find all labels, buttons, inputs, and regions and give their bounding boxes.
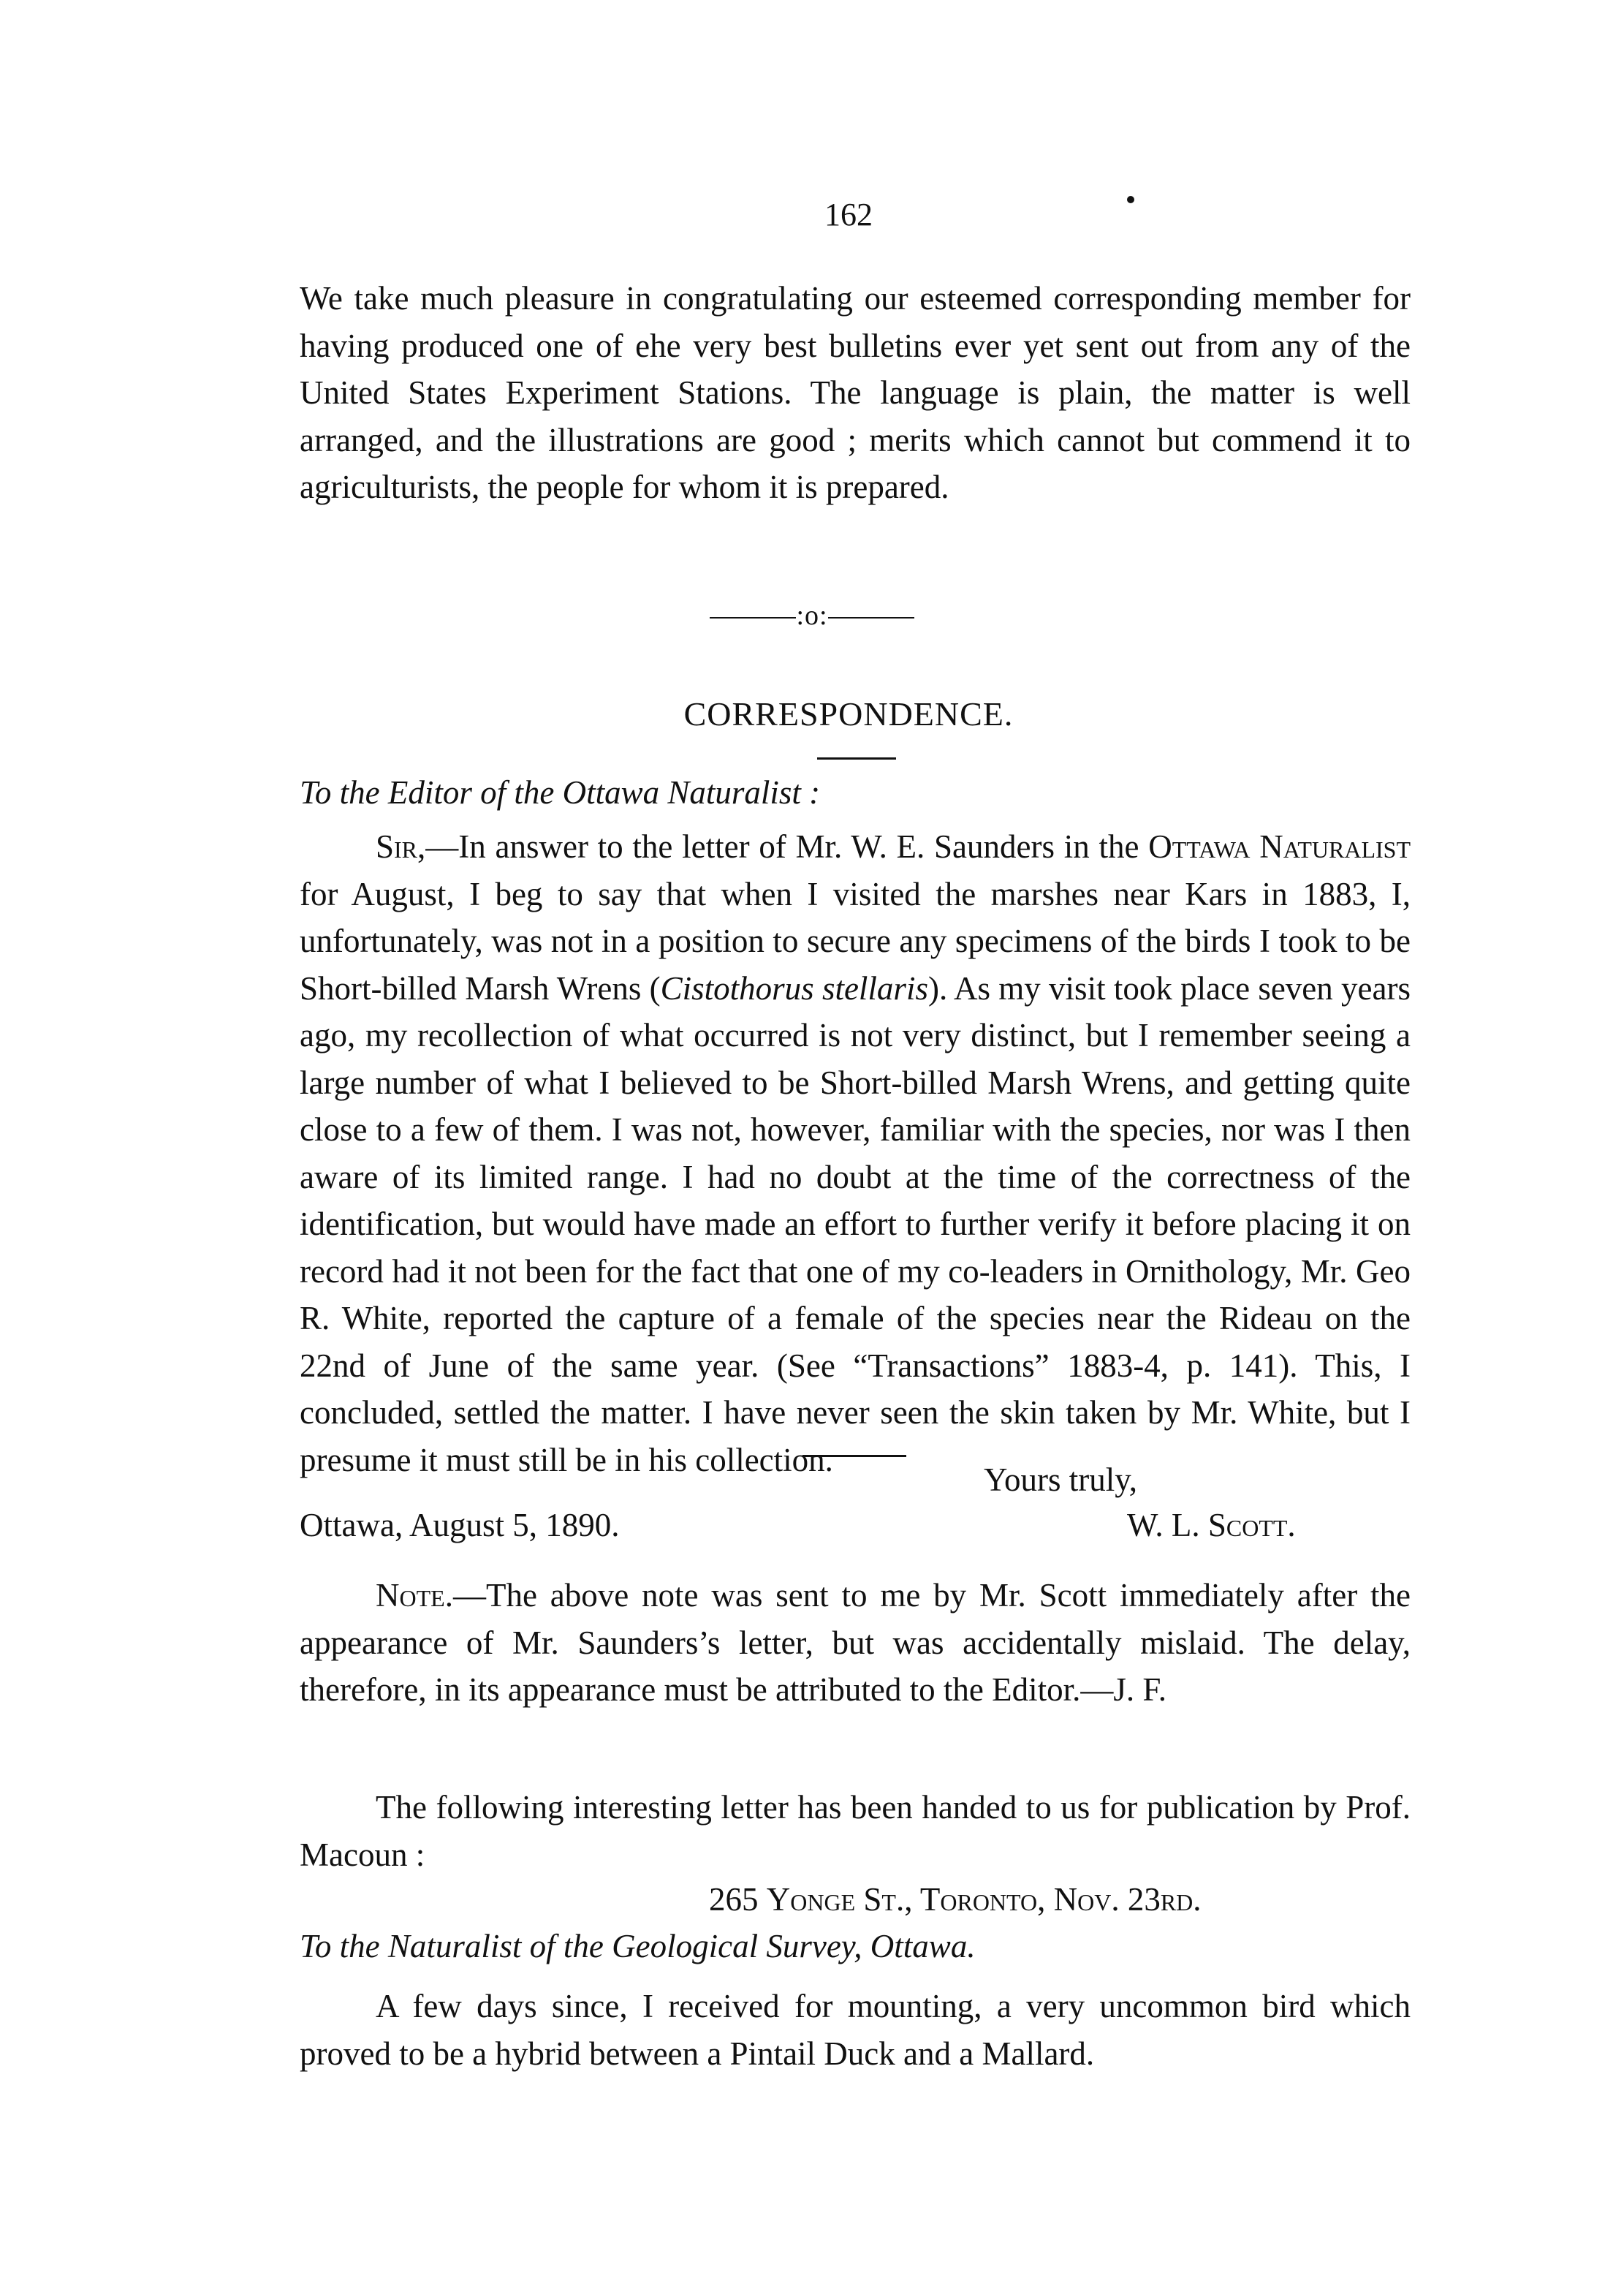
sir-label: Sir,	[376, 828, 426, 865]
address-number: 265	[709, 1881, 767, 1918]
note-text: —The above note was sent to me by Mr. Scott immediately after the appearance of Mr. Saunders’s letter, but was accidentally mislaid. The delay, therefore, in its appearance must be attributed to the Editor.—J. F.	[300, 1577, 1411, 1708]
letter-address	[709, 1880, 1202, 1918]
journal-name: Ottawa Naturalist	[1148, 828, 1411, 865]
ornament-rule-right	[828, 617, 914, 619]
second-letter-salutation: To the Naturalist of the Geological Survey, Ottawa.	[300, 1928, 976, 1964]
species-latin-name: Cistothorus stellaris	[660, 969, 928, 1007]
signature-initials: W. L.	[1127, 1507, 1208, 1543]
letter-part-3: ). As my visit took place seven years ago, my recollection of what occurred is not very distinct, but I remember seeing a large number of what I believed to be Short-billed Marsh Wrens, and getting quite close to a few of them. I was not, however, familiar with the species, nor was I then aware of its limited range. I had no doubt at the time of the correctness of the identification, but would have made an effort to further verify it before placing it on record had it not been for the fact that one of my co-leaders in Ornithology, Mr. Geo R. White, reported the capture of a female of the species near the Rideau on the 22nd of June of the same year. (See “Transactions” 1883-4, p. 141). This, I concluded, settled the matter. I have never seen the skin taken by Mr. White, but I presume it must still be in his collection.	[300, 969, 1411, 1478]
section-divider-rule	[802, 1455, 906, 1457]
section-ornament	[0, 599, 1624, 632]
letter-body	[300, 823, 1411, 1483]
address-street: Yonge St., Toronto, Nov. 23rd.	[766, 1881, 1202, 1918]
signature-surname: Scott.	[1207, 1507, 1296, 1543]
ornament-center: :o:	[796, 600, 828, 631]
second-letter-intro: The following interesting letter has been handed to us for publication by Prof. Macoun :	[300, 1789, 1411, 1873]
section-heading: CORRESPONDENCE.	[683, 695, 1014, 733]
letter-part-1: —In answer to the letter of Mr. W. E. Saunders in the	[425, 828, 1149, 865]
letter-salutation: To the Editor of the Ottawa Naturalist :	[300, 774, 821, 811]
note-label: Note.	[376, 1577, 453, 1614]
second-letter-body: A few days since, I received for mounting, a very uncommon bird which proved to be a hybrid between a Pintail Duck and a Mallard.	[300, 1988, 1411, 2072]
ink-dot-mark	[1127, 196, 1134, 203]
page-number: 162	[824, 197, 873, 232]
ornament-rule-left	[710, 617, 796, 619]
letter-part-2: for August, I beg to say that when I visited the marshes near Kars in 1883, I, unfortunately, was not in a position to secure any specimens of the birds I took to be Short-billed Marsh Wrens (	[300, 875, 1411, 1007]
intro-paragraph: We take much pleasure in congratulating our esteemed corresponding member for having produced one of ehe very best bulletins ever yet sent out from any of the United States Experiment Stations. The language is plain, the matter is well arranged, and the illustrations are good ; merits which cannot but commend it to agriculturists, the people for whom it is prepared.	[300, 280, 1411, 505]
editor-note	[300, 1572, 1411, 1714]
heading-rule	[817, 757, 896, 760]
letter-signoff: Yours truly,	[984, 1461, 1138, 1498]
letter-date: Ottawa, August 5, 1890.	[300, 1507, 620, 1543]
letter-signature	[1127, 1506, 1296, 1544]
